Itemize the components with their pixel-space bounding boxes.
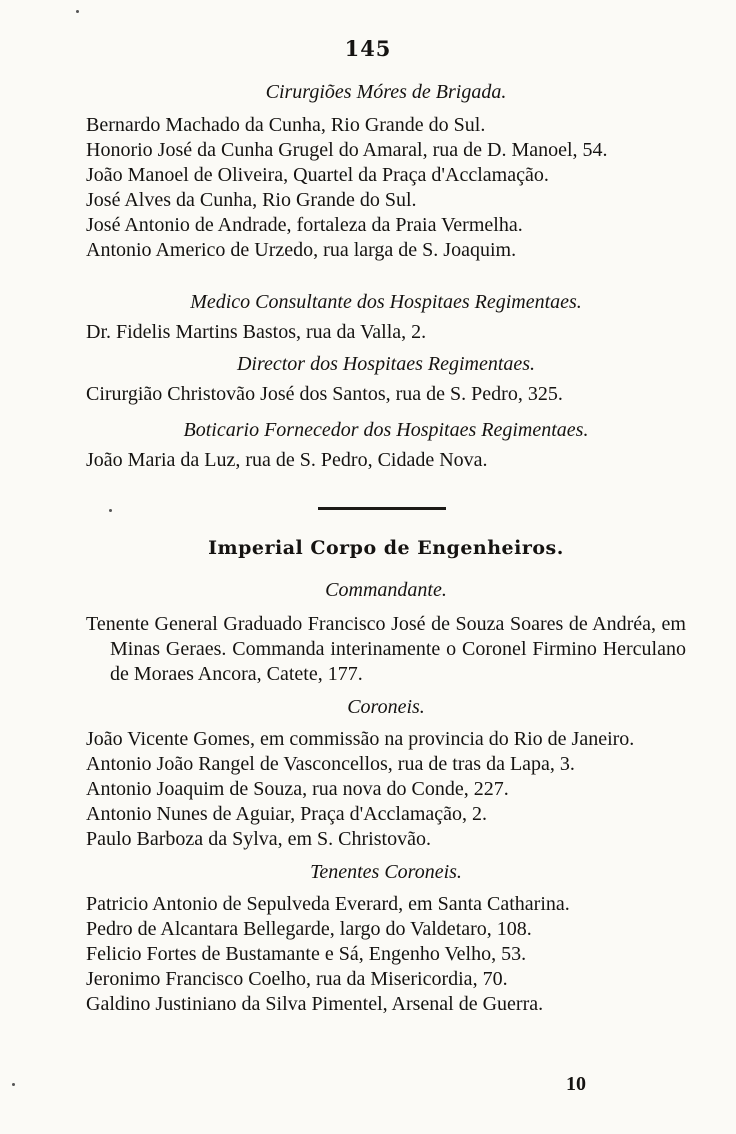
list-entry: Patricio Antonio de Sepulveda Everard, em Santa Catharina. (86, 893, 570, 915)
section-heading: Boticario Fornecedor dos Hospitaes Regimentaes. (183, 419, 589, 441)
list-entry: Paulo Barboza da Sylva, em S. Christovão. (86, 828, 431, 850)
section-engenheiros (86, 534, 686, 1017)
speck (12, 1083, 15, 1086)
speck (76, 10, 79, 13)
list-entry: Felicio Fortes de Bustamante e Sá, Engenho Velho, 53. (86, 943, 527, 965)
list-entry: Galdino Justiniano da Silva Pimentel, Arsenal de Guerra. (86, 993, 544, 1015)
list-entry: Antonio João Rangel de Vasconcellos, rua de tras da Lapa, 3. (86, 753, 575, 775)
list-entry: Cirurgião Christovão José dos Santos, rua de S. Pedro, 325. (86, 383, 563, 405)
list-entry: João Maria da Luz, rua de S. Pedro, Cidade Nova. (86, 449, 488, 471)
list-entry: Antonio Nunes de Aguiar, Praça d'Acclamação, 2. (86, 803, 488, 825)
coroneis-heading: Coroneis. (347, 696, 425, 718)
signature-mark: 10 (566, 1073, 586, 1095)
section-divider (318, 507, 446, 510)
corps-title: Imperial Corpo de Engenheiros. (208, 537, 564, 559)
section-director (86, 350, 686, 407)
section-heading: Director dos Hospitaes Regimentaes. (236, 353, 536, 375)
list-entry: Dr. Fidelis Martins Bastos, rua da Valla, 2. (86, 321, 427, 343)
list-entry: João Manoel de Oliveira, Quartel da Praça d'Acclamação. (86, 164, 549, 186)
section-cirurgioes (86, 78, 686, 263)
commandante-entry: Tenente General Graduado Francisco José de Souza Soares de Andréa, em Minas Geraes. Commanda interinamente o Coronel Firmino Herculano de Moraes Ancora, Catete, 177. (86, 613, 686, 685)
section-boticario (86, 416, 686, 473)
list-entry: Antonio Joaquim de Souza, rua nova do Conde, 227. (86, 778, 509, 800)
commandante-heading: Commandante. (325, 579, 447, 601)
list-entry: José Antonio de Andrade, fortaleza da Praia Vermelha. (86, 214, 523, 236)
page-number: 145 (344, 36, 392, 61)
list-entry: Pedro de Alcantara Bellegarde, largo do Valdetaro, 108. (86, 918, 532, 940)
list-entry: Honorio José da Cunha Grugel do Amaral, rua de D. Manoel, 54. (86, 139, 608, 161)
speck (109, 509, 112, 512)
list-entry: Antonio Americo de Urzedo, rua larga de S. Joaquim. (86, 239, 517, 261)
list-entry: João Vicente Gomes, em commissão na provincia do Rio de Janeiro. (86, 728, 635, 750)
list-entry: Jeronimo Francisco Coelho, rua da Misericordia, 70. (86, 968, 508, 990)
list-entry: Bernardo Machado da Cunha, Rio Grande do Sul. (86, 114, 486, 136)
section-heading: Medico Consultante dos Hospitaes Regimentaes. (190, 291, 582, 313)
section-medico (86, 288, 686, 345)
section-heading: Cirurgiões Móres de Brigada. (265, 81, 507, 103)
tenentes-heading: Tenentes Coroneis. (310, 861, 462, 883)
list-entry: José Alves da Cunha, Rio Grande do Sul. (86, 189, 417, 211)
